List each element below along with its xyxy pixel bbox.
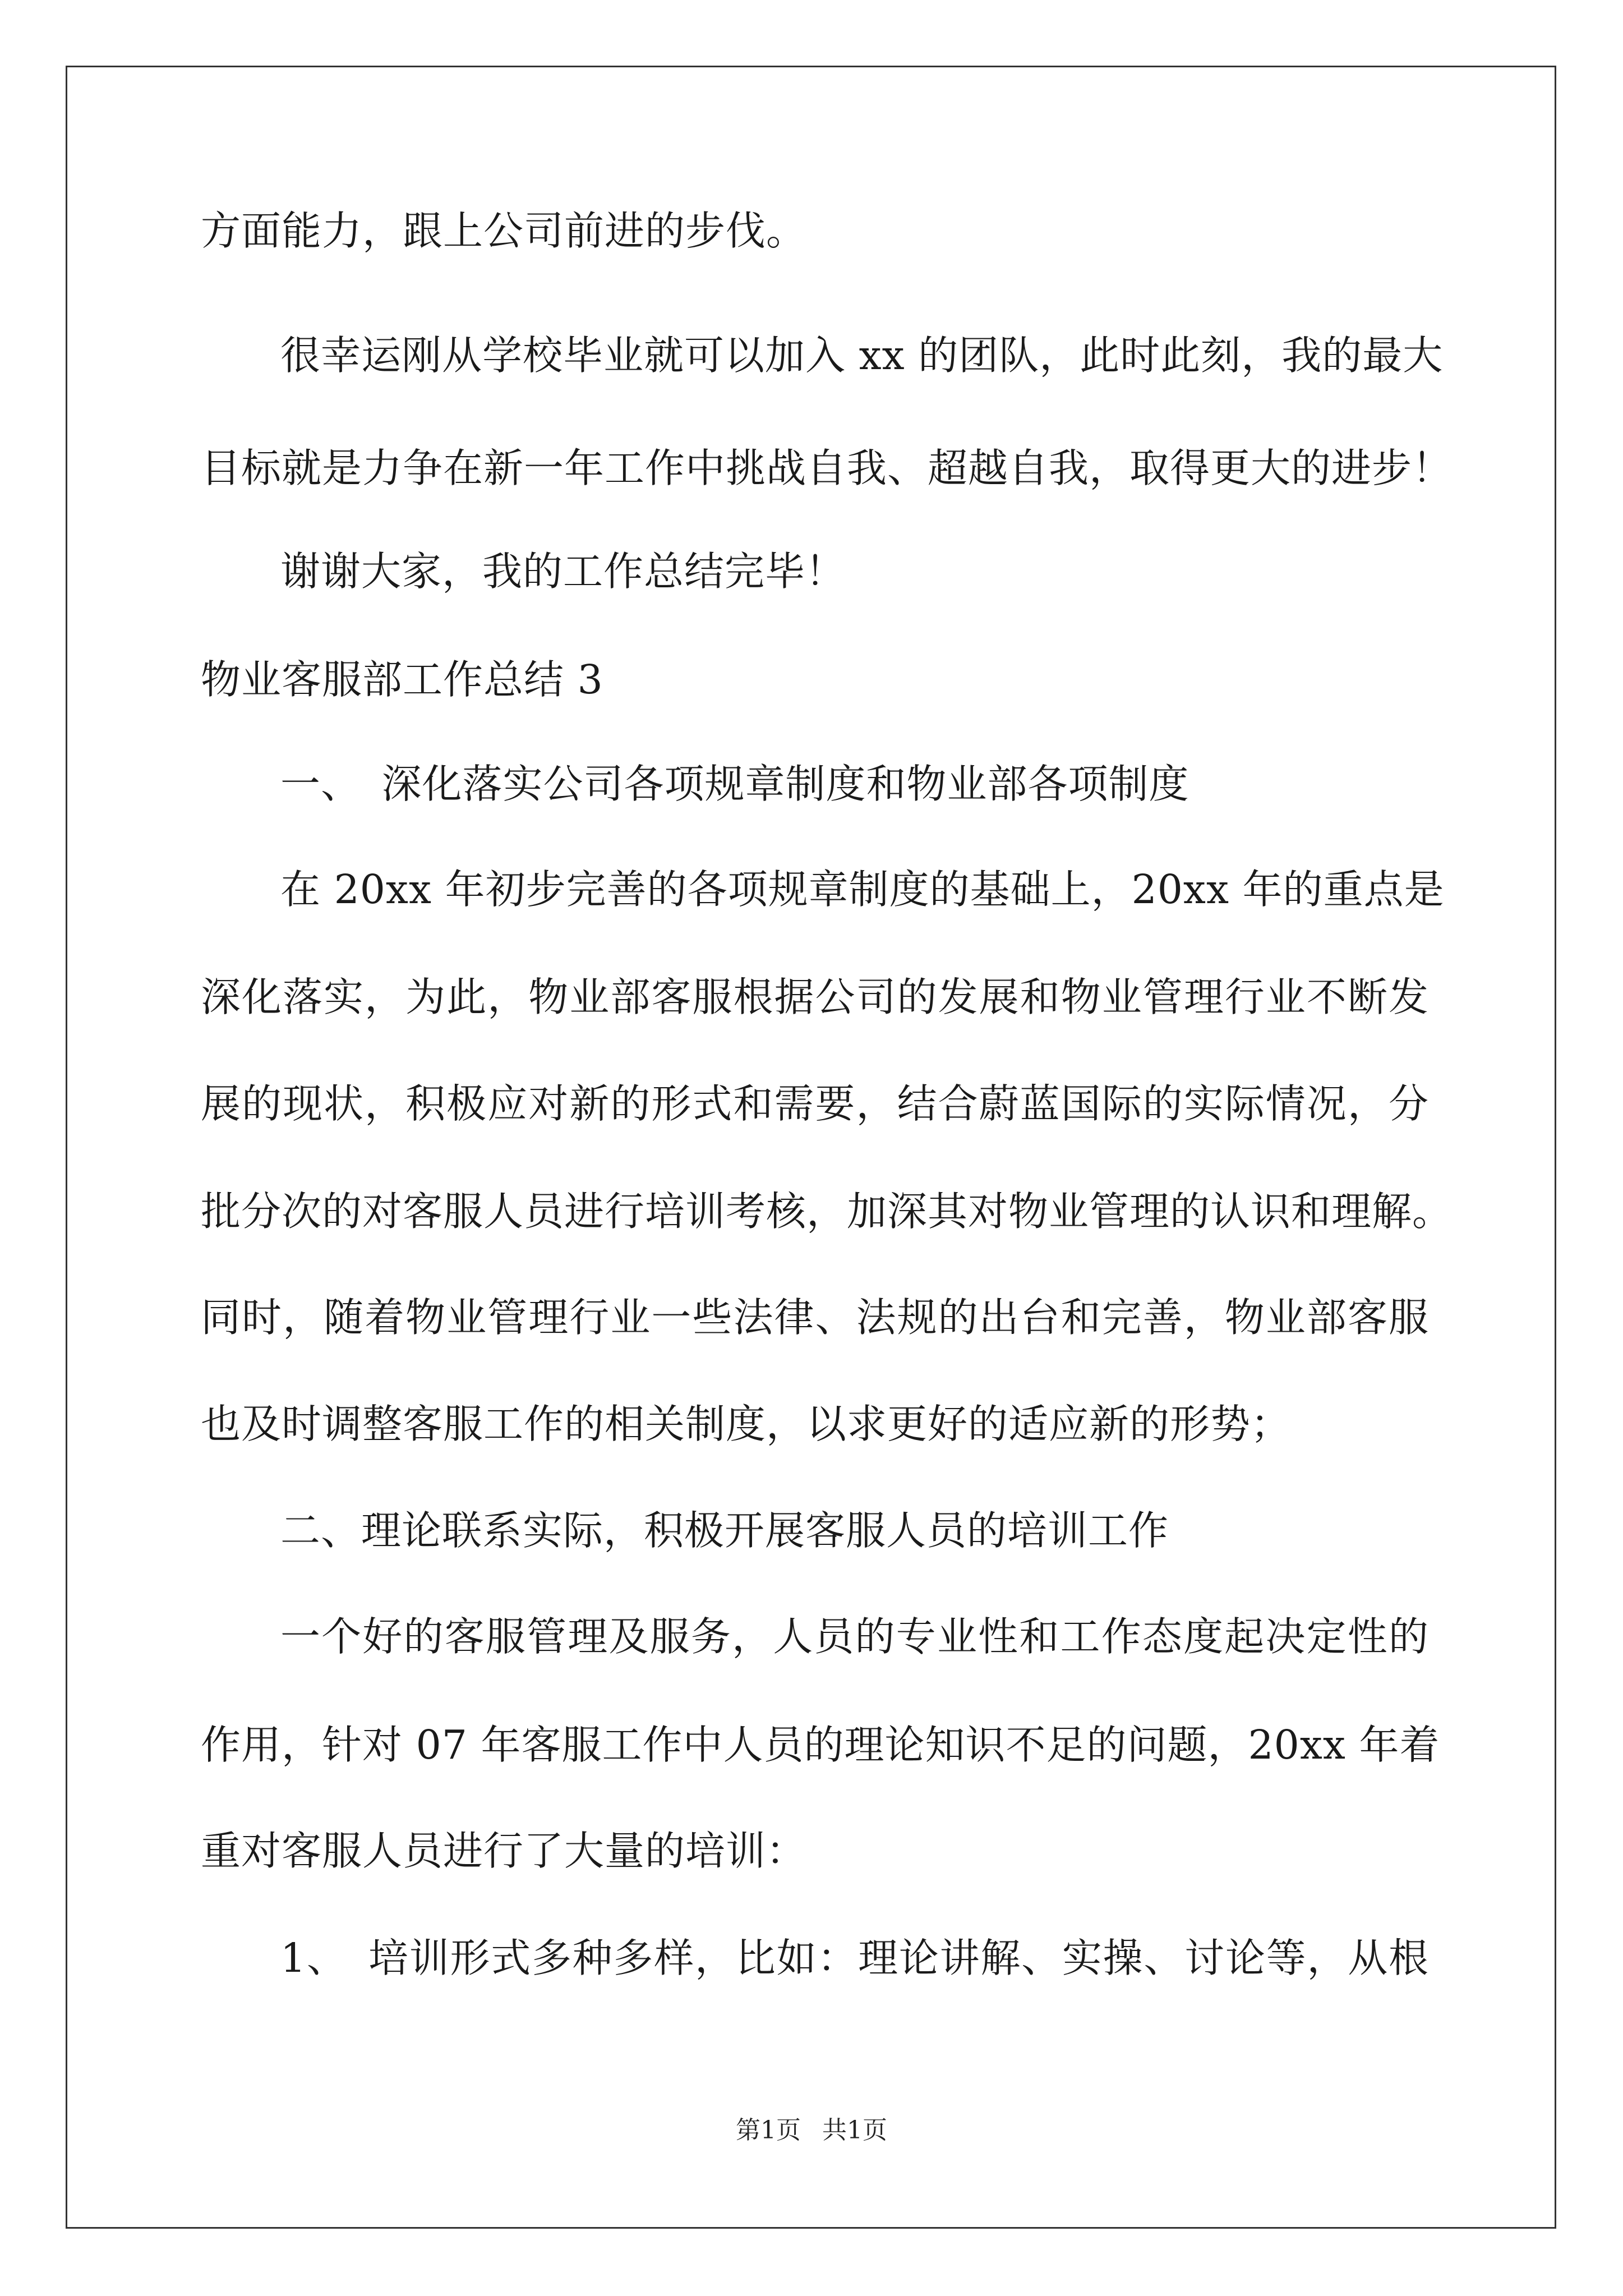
subsection-heading: 二、理论联系实际，积极开展客服人员的培训工作	[280, 1507, 1169, 1554]
paragraph-line: 在 20xx 年初步完善的各项规章制度的基础上，20xx 年的重点是	[280, 866, 1445, 913]
list-item: 1、 培训形式多种多样，比如：理论讲解、实操、讨论等，从根	[280, 1935, 1429, 1981]
paragraph-line: 目标就是力争在新一年工作中挑战自我、超越自我，取得更大的进步！	[201, 445, 1453, 491]
paragraph-line: 深化落实，为此，物业部客服根据公司的发展和物业管理行业不断发	[201, 974, 1429, 1020]
page-frame	[66, 66, 1556, 2229]
page-number-total: 共1页	[822, 2116, 887, 2145]
subsection-heading: 一、 深化落实公司各项规章制度和物业部各项制度	[280, 761, 1189, 807]
paragraph-line: 一个好的客服管理及服务，人员的专业性和工作态度起决定性的	[280, 1613, 1429, 1660]
paragraph-line: 作用，针对 07 年客服工作中人员的理论知识不足的问题，20xx 年着	[201, 1722, 1440, 1768]
paragraph-line: 谢谢大家，我的工作总结完毕！	[280, 548, 846, 595]
paragraph-line: 重对客服人员进行了大量的培训：	[201, 1828, 807, 1874]
paragraph-line: 展的现状，积极应对新的形式和需要，结合蔚蓝国际的实际情况，分	[201, 1080, 1429, 1127]
paragraph-line: 也及时调整客服工作的相关制度，以求更好的适应新的形势；	[201, 1401, 1292, 1447]
section-heading: 物业客服部工作总结 3	[201, 656, 603, 703]
paragraph-line: 批分次的对客服人员进行培训考核，加深其对物业管理的认识和理解。	[201, 1188, 1453, 1235]
paragraph-line: 很幸运刚从学校毕业就可以加入 xx 的团队，此时此刻，我的最大	[280, 332, 1444, 379]
page-number-current: 第1页	[736, 2116, 801, 2145]
paragraph-line: 方面能力，跟上公司前进的步伐。	[201, 208, 807, 254]
paragraph-line: 同时，随着物业管理行业一些法律、法规的出台和完善，物业部客服	[201, 1294, 1429, 1341]
page-footer	[0, 2114, 1623, 2147]
